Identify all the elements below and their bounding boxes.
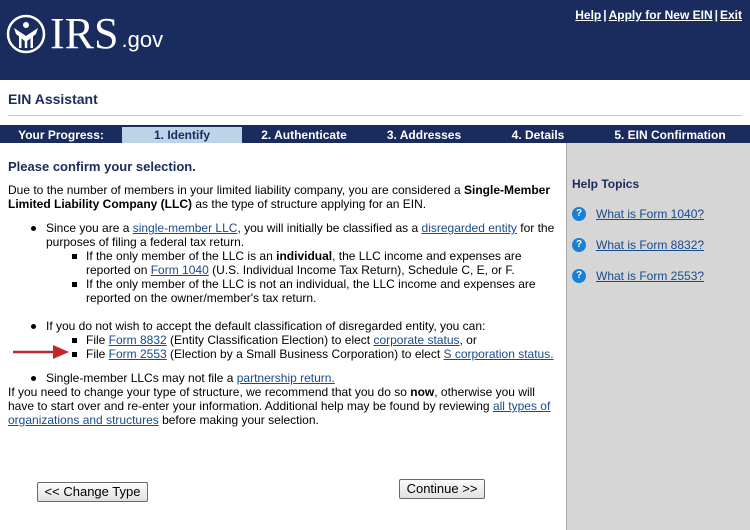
progress-label: Your Progress: — [18, 128, 104, 142]
confirm-body — [8, 183, 560, 427]
form-1040-link[interactable]: Form 1040 — [150, 263, 209, 277]
apply-new-ein-link[interactable]: Apply for New EIN — [608, 8, 713, 22]
main-content — [0, 144, 566, 530]
corporate-status-link[interactable]: corporate status — [373, 333, 460, 347]
bullet-bold: individual — [276, 249, 333, 263]
form-2553-link[interactable]: Form 2553 — [108, 347, 167, 361]
top-links — [575, 8, 742, 22]
disregarded-entity-link[interactable]: disregarded entity — [421, 221, 517, 235]
red-arrow-icon — [13, 345, 69, 359]
sub-list — [86, 249, 560, 305]
list-item — [86, 347, 560, 361]
help-link[interactable]: Help — [575, 8, 602, 22]
help-item-form-8832 — [572, 238, 704, 252]
intro-text: Due to the number of members in your limited liability company, you are considered a — [8, 183, 464, 197]
help-link-form-8832[interactable]: What is Form 8832? — [596, 238, 705, 252]
bullet-text: , the LLC income and expenses are reported on — [86, 249, 522, 277]
progress-step-details: 4. Details — [511, 128, 565, 142]
partnership-return-link[interactable]: partnership return. — [236, 371, 335, 385]
exit-link[interactable]: Exit — [719, 8, 742, 22]
logo-gov-text: .gov — [121, 27, 164, 52]
progress-step-addresses: 3. Addresses — [386, 128, 462, 142]
question-icon: ? — [572, 207, 586, 221]
bullet-text: , or — [459, 333, 477, 347]
page-title: EIN Assistant — [8, 91, 98, 107]
eagle-emblem-icon — [6, 12, 46, 56]
progress-step-ein-confirmation: 5. EIN Confirmation — [614, 128, 726, 142]
bullet-text: for the purposes of filing a federal tax return. — [46, 221, 555, 249]
question-icon: ? — [572, 269, 586, 283]
bullet-text: File — [86, 333, 109, 347]
irs-logo[interactable] — [6, 9, 164, 58]
link-separator: | — [714, 8, 718, 22]
form-8832-link[interactable]: Form 8832 — [108, 333, 167, 347]
bullet-text: File — [86, 347, 109, 361]
bullet-text: (Entity Classification Election) to elect — [166, 333, 374, 347]
question-icon: ? — [572, 238, 586, 252]
structure-type: Single-Member Limited Liability Company (LLC) — [8, 183, 551, 211]
list-item — [86, 333, 560, 347]
s-corporation-status-link[interactable]: S corporation status. — [443, 347, 554, 361]
all-structures-link[interactable]: all types of organizations and structures — [8, 399, 551, 427]
list-item — [46, 371, 560, 385]
progress-bar — [0, 125, 750, 143]
bullet-text: , you will initially be classified as a — [237, 221, 422, 235]
link-separator: | — [603, 8, 607, 22]
bullet-text: If the only member of the LLC is not an individual, the LLC income and expenses are reported on the owner/member's tax return. — [86, 277, 536, 305]
closing-text: , otherwise you will have to start over and re-enter your information. Additional help may be found by reviewing — [8, 385, 535, 413]
progress-step-identify: 1. Identify — [122, 127, 242, 143]
sub-list — [86, 333, 560, 361]
bullet-text: Since you are a — [46, 221, 133, 235]
help-item-form-2553 — [572, 269, 704, 283]
bullet-text: If you do not wish to accept the default classification of disregarded entity, you can: — [46, 319, 486, 333]
single-member-llc-link[interactable]: single-member LLC — [132, 221, 238, 235]
list-item — [46, 319, 560, 361]
help-item-form-1040 — [572, 207, 704, 221]
bullet-text: (Election by a Small Business Corporation) to elect — [166, 347, 444, 361]
logo-irs-text: IRS — [50, 9, 119, 58]
title-divider — [8, 115, 742, 116]
list-item — [46, 221, 560, 305]
help-topics-title: Help Topics — [572, 177, 640, 191]
help-link-form-2553[interactable]: What is Form 2553? — [596, 269, 705, 283]
site-header — [0, 0, 750, 80]
closing-bold: now — [410, 385, 435, 399]
continue-button[interactable]: Continue >> — [399, 479, 485, 499]
bullet-text: If the only member of the LLC is an — [86, 249, 277, 263]
closing-paragraph — [8, 385, 560, 427]
intro-paragraph — [8, 183, 560, 211]
intro-text: as the type of structure applying for an EIN. — [192, 197, 427, 211]
change-type-button[interactable]: << Change Type — [37, 482, 148, 502]
bullet-text: Single-member LLCs may not file a — [46, 371, 237, 385]
confirm-heading: Please confirm your selection. — [8, 159, 196, 174]
list-item — [86, 249, 560, 277]
list-item — [86, 277, 560, 305]
classification-list — [46, 221, 560, 385]
progress-step-authenticate: 2. Authenticate — [261, 128, 347, 142]
closing-text: If you need to change your type of structure, we recommend that you do so — [8, 385, 411, 399]
help-link-form-1040[interactable]: What is Form 1040? — [596, 207, 705, 221]
bullet-text: (U.S. Individual Income Tax Return), Schedule C, E, or F. — [208, 263, 515, 277]
closing-text: before making your selection. — [158, 413, 319, 427]
help-sidebar — [566, 143, 750, 530]
